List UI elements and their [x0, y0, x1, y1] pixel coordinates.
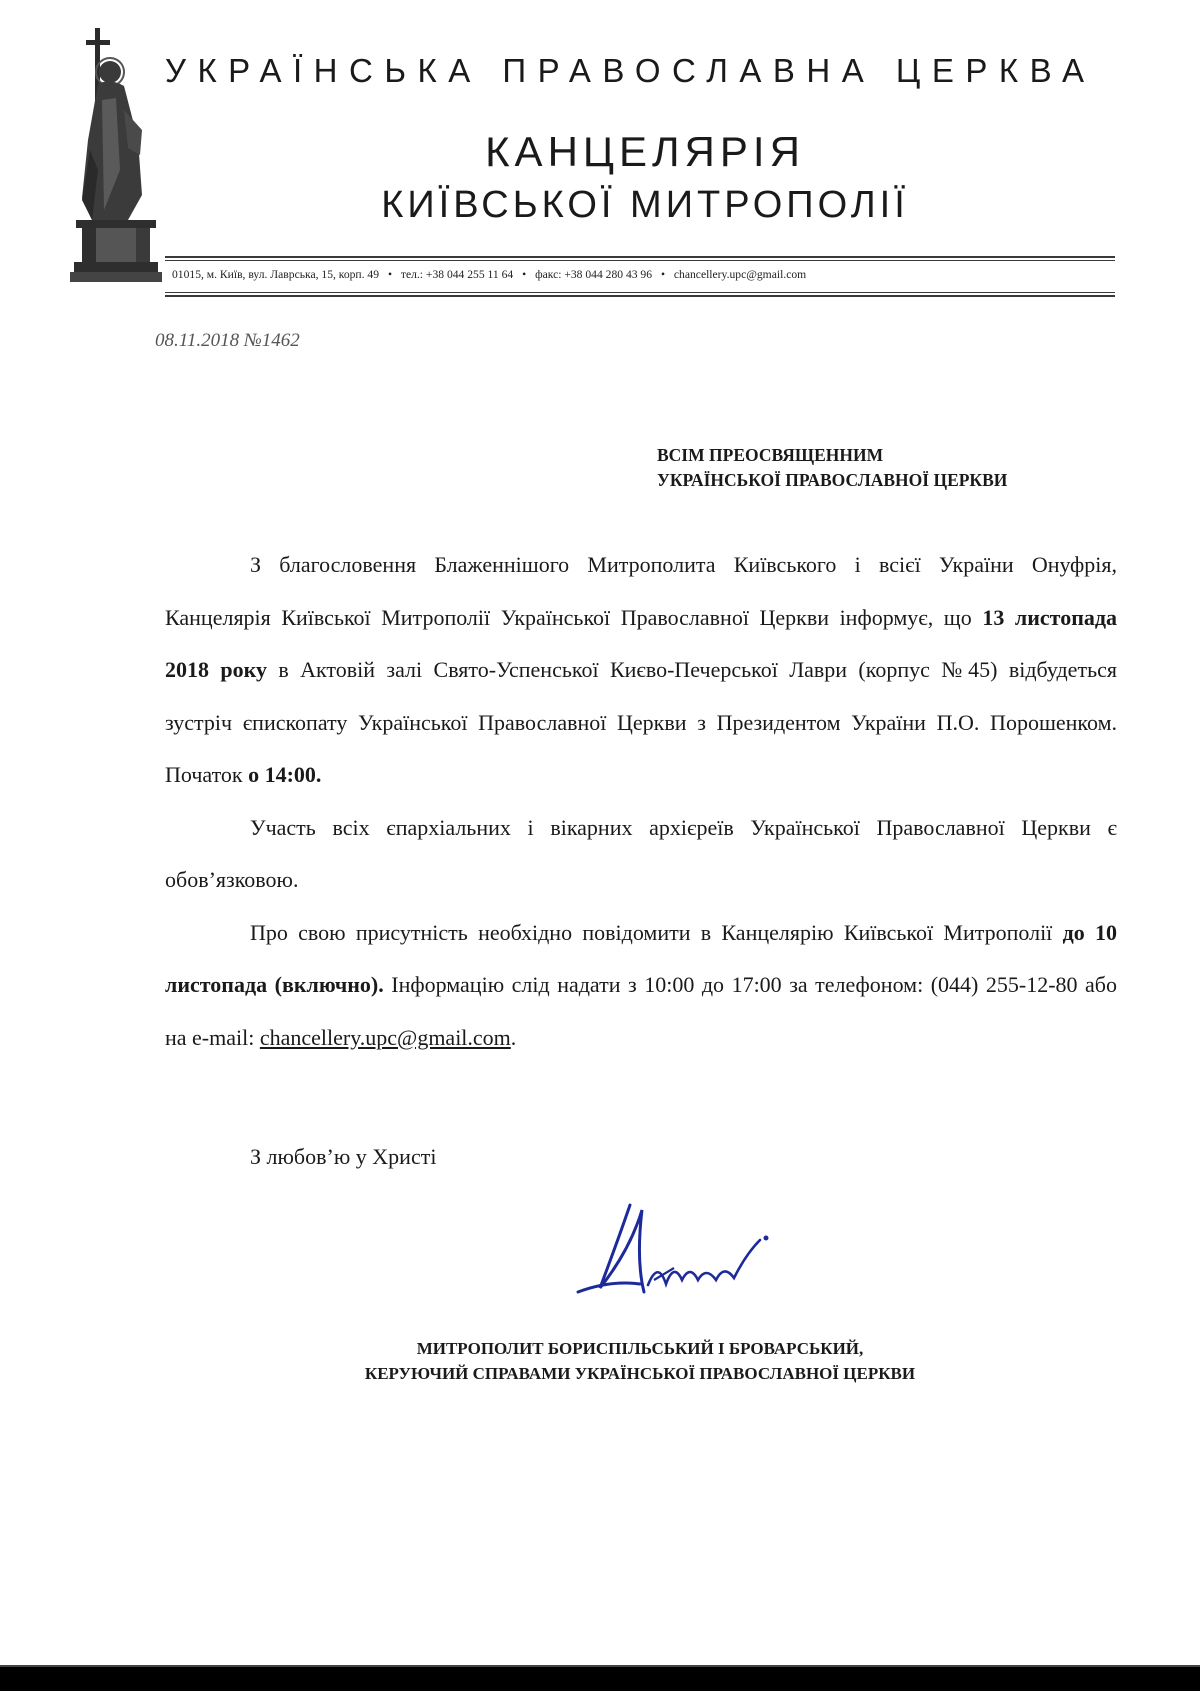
office-title: КАНЦЕЛЯРІЯ — [485, 128, 805, 175]
addressee-line: ВСІМ ПРЕОСВЯЩЕННИМ — [657, 445, 884, 465]
letter-body — [165, 539, 1117, 1064]
church-name: УКРАЇНСЬКА ПРАВОСЛАВНА ЦЕРКВА — [165, 52, 1096, 89]
paragraph: Участь всіх єпархіальних і вікарних архієреїв Української Православної Церкви є обов’язковою. — [165, 814, 1117, 892]
contact-fax: факс: +38 044 280 43 96 — [535, 268, 653, 281]
signer-line: МИТРОПОЛИТ БОРИСПІЛЬСЬКИЙ І БРОВАРСЬКИЙ, — [416, 1339, 864, 1358]
paragraph — [165, 907, 1117, 1065]
paragraph-text: Про свою присутність необхідно повідомити в Канцелярію Київської Митрополії — [250, 919, 1063, 945]
office-subtitle: КИЇВСЬКОЇ МИТРОПОЛІЇ — [381, 184, 909, 226]
reference-number: 08.11.2018 №1462 — [155, 330, 300, 351]
paragraph-text: в Актовій залі Свято-Успенської Києво-Печерської Лаври (корпус №45) відбудеться зустріч єпископату Української Православної Церкви з Президентом України П.О. Порошенком. Початок — [165, 657, 1117, 787]
paragraph-text: Інформацію слід надати з 10:00 до 17:00 за телефоном: (044) 255-12-80 або на e-mail: — [165, 972, 1117, 1050]
contact-address: 01015, м. Київ, вул. Лаврська, 15, корп. 49 — [172, 268, 380, 281]
bottom-border — [0, 1665, 1200, 1691]
header-rule — [165, 256, 1115, 258]
meeting-date: 13 листопада 2018 року — [165, 604, 1117, 682]
contacts-line — [172, 268, 1117, 281]
addressee — [657, 443, 1117, 493]
paragraph-text: З благословення Блаженнішого Митрополита Київського і всієї України Онуфрія, Канцелярія Київської Митрополії Української Православної Церкви інформує, що — [165, 552, 1117, 630]
separator: • — [660, 268, 665, 281]
paragraph — [165, 539, 1117, 802]
monument-logo — [68, 20, 168, 310]
signer-title — [180, 1336, 1100, 1386]
header-rule — [165, 260, 1115, 261]
email-link[interactable]: chancellery.upc@gmail.com — [259, 1024, 511, 1050]
separator: • — [387, 268, 392, 281]
signature-image — [570, 1180, 790, 1310]
header-rule — [165, 292, 1115, 293]
header-rule — [165, 295, 1115, 297]
paragraph-text: . — [510, 1024, 517, 1050]
addressee-line: УКРАЇНСЬКОЇ ПРАВОСЛАВНОЇ ЦЕРКВИ — [657, 470, 1008, 490]
contact-phone: тел.: +38 044 255 11 64 — [400, 268, 514, 281]
contact-email: chancellery.upc@gmail.com — [673, 268, 807, 281]
meeting-time: о 14:00. — [248, 762, 322, 787]
closing-phrase: З любов’ю у Христі — [250, 1144, 437, 1169]
signer-line: КЕРУЮЧИЙ СПРАВАМИ УКРАЇНСЬКОЇ ПРАВОСЛАВНОЇ ЦЕРКВИ — [364, 1364, 916, 1383]
rsvp-deadline: до 10 листопада (включно). — [165, 919, 1117, 997]
separator: • — [522, 268, 527, 281]
